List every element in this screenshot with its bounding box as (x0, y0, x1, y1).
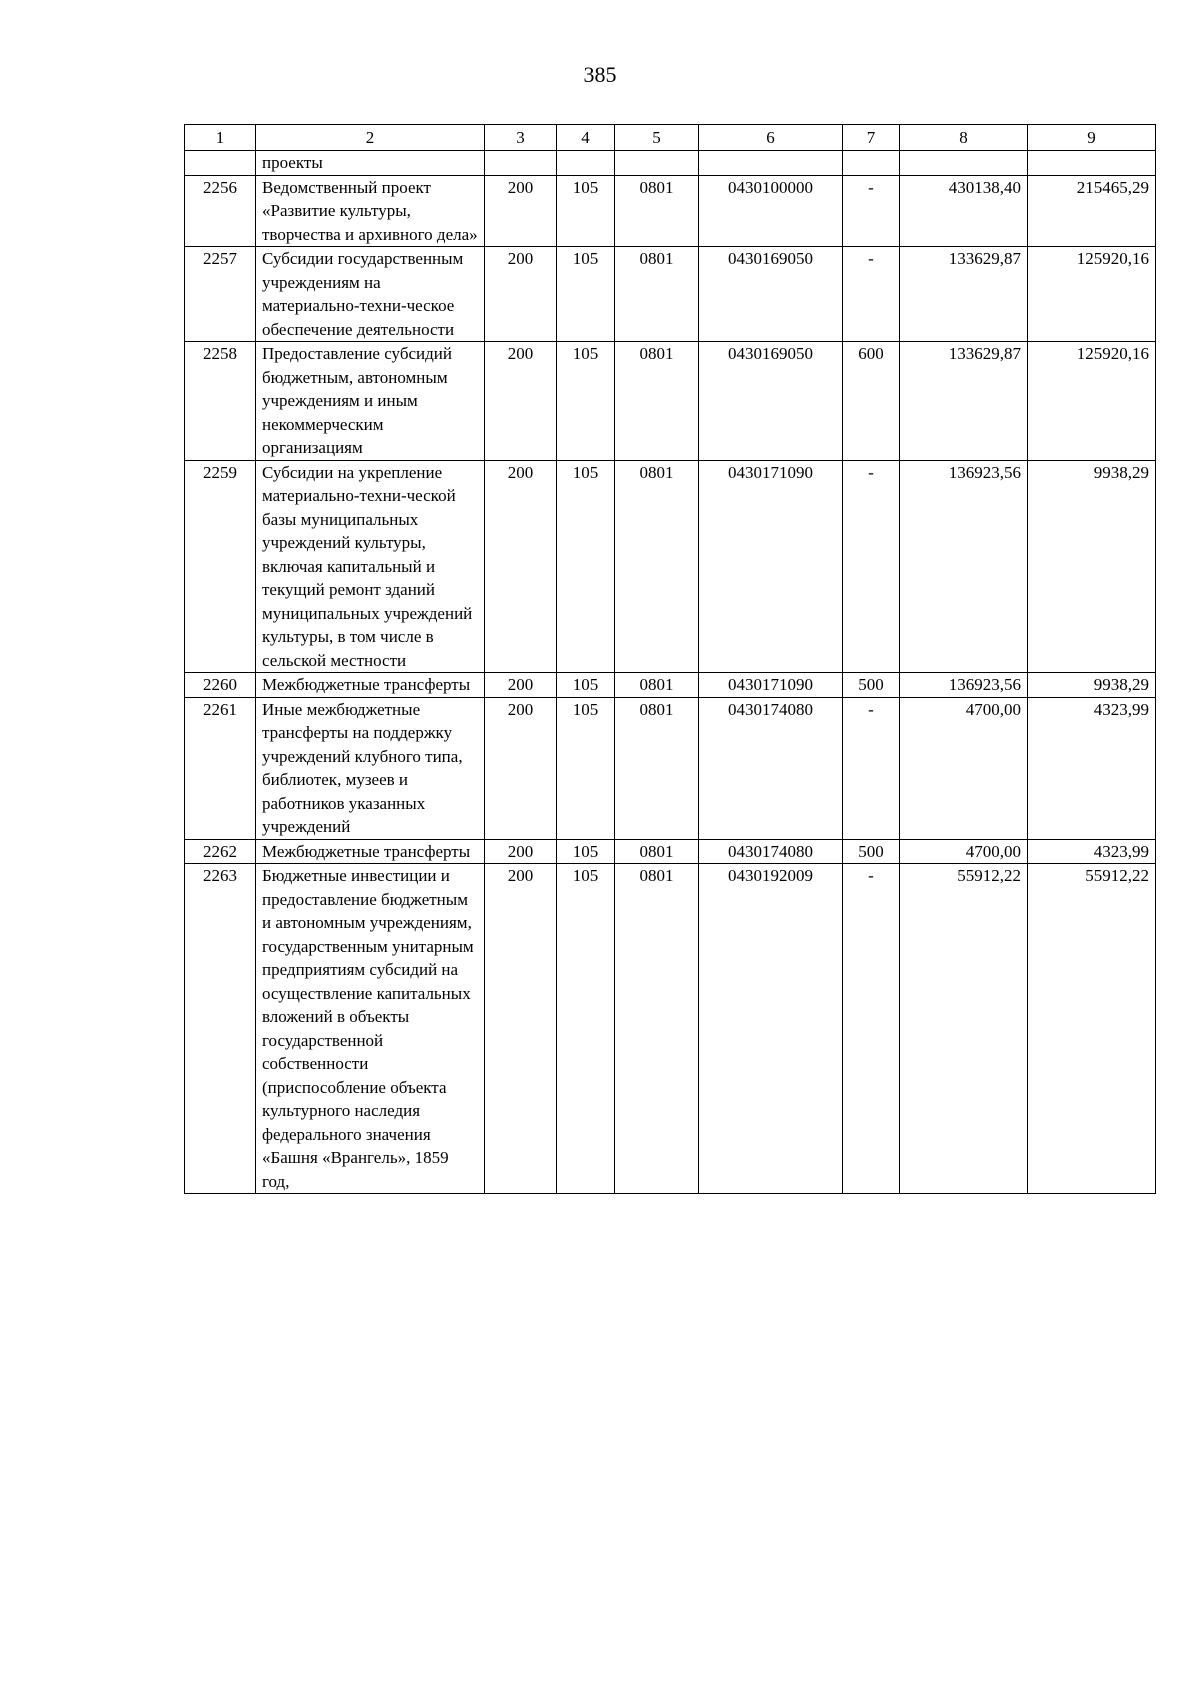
cell-empty (185, 151, 256, 176)
cell-col8: 430138,40 (900, 175, 1028, 247)
cell-col4: 105 (557, 864, 615, 1194)
cell-col8: 133629,87 (900, 342, 1028, 461)
cell-col5: 0801 (615, 175, 699, 247)
cell-col7: 500 (843, 839, 900, 864)
cell-col4: 105 (557, 697, 615, 839)
row-number: 2259 (185, 460, 256, 673)
cell-col6: 0430169050 (699, 342, 843, 461)
row-name: Субсидии на укрепление материально-техни-ческой базы муниципальных учреждений культуры, включая капитальный и текущий ремонт зданий муниципальных учреждений культуры, в том числе в сельской местности (256, 460, 485, 673)
cell-col3: 200 (485, 839, 557, 864)
row-name: Ведомственный проект «Развитие культуры, творчества и архивного дела» (256, 175, 485, 247)
cell-col4: 105 (557, 175, 615, 247)
cell-col6: 0430100000 (699, 175, 843, 247)
cell-col3: 200 (485, 864, 557, 1194)
table-row (185, 247, 1156, 342)
cell-col7: - (843, 697, 900, 839)
column-header: 5 (615, 125, 699, 151)
cell-col4: 105 (557, 247, 615, 342)
header-row (185, 125, 1156, 151)
row-name: Иные межбюджетные трансферты на поддержку учреждений клубного типа, библиотек, музеев и работников указанных учреждений (256, 697, 485, 839)
cell-col6: 0430192009 (699, 864, 843, 1194)
cell-empty (900, 151, 1028, 176)
cell-empty (843, 151, 900, 176)
column-header: 9 (1028, 125, 1156, 151)
table-row (185, 342, 1156, 461)
cell-col4: 105 (557, 673, 615, 698)
cell-col9: 215465,29 (1028, 175, 1156, 247)
cell-col5: 0801 (615, 839, 699, 864)
cell-col4: 105 (557, 839, 615, 864)
cell-col9: 125920,16 (1028, 247, 1156, 342)
cell-col7: - (843, 460, 900, 673)
budget-table (184, 124, 1156, 1194)
column-header: 2 (256, 125, 485, 151)
continuation-text: проекты (256, 151, 485, 176)
cell-col3: 200 (485, 673, 557, 698)
table-row (185, 839, 1156, 864)
row-name: Предоставление субсидий бюджетным, автономным учреждениям и иным некоммерческим организациям (256, 342, 485, 461)
row-number: 2263 (185, 864, 256, 1194)
row-name: Бюджетные инвестиции и предоставление бюджетным и автономным учреждениям, государственным унитарным предприятиям субсидий на осуществление капитальных вложений в объекты государственной собственности (приспособление объекта культурного наследия федерального значения «Башня «Врангель», 1859 год, (256, 864, 485, 1194)
row-number: 2261 (185, 697, 256, 839)
column-header: 1 (185, 125, 256, 151)
cell-col4: 105 (557, 460, 615, 673)
column-header: 4 (557, 125, 615, 151)
cell-col3: 200 (485, 460, 557, 673)
cell-col8: 136923,56 (900, 460, 1028, 673)
cell-col7: - (843, 864, 900, 1194)
cell-empty (485, 151, 557, 176)
cell-empty (1028, 151, 1156, 176)
cell-col9: 55912,22 (1028, 864, 1156, 1194)
cell-col8: 133629,87 (900, 247, 1028, 342)
table-row (185, 175, 1156, 247)
cell-col6: 0430171090 (699, 673, 843, 698)
cell-col7: - (843, 247, 900, 342)
cell-col8: 136923,56 (900, 673, 1028, 698)
row-number: 2262 (185, 839, 256, 864)
cell-col5: 0801 (615, 864, 699, 1194)
cell-col9: 9938,29 (1028, 673, 1156, 698)
page-number: 385 (583, 62, 617, 87)
cell-col5: 0801 (615, 247, 699, 342)
column-header: 7 (843, 125, 900, 151)
row-number: 2260 (185, 673, 256, 698)
cell-empty (557, 151, 615, 176)
cell-col3: 200 (485, 247, 557, 342)
cell-col6: 0430171090 (699, 460, 843, 673)
row-number: 2256 (185, 175, 256, 247)
row-number: 2257 (185, 247, 256, 342)
cell-col3: 200 (485, 175, 557, 247)
cell-col5: 0801 (615, 460, 699, 673)
cell-col6: 0430174080 (699, 697, 843, 839)
cell-col7: - (843, 175, 900, 247)
cell-col5: 0801 (615, 697, 699, 839)
cell-col5: 0801 (615, 342, 699, 461)
cell-empty (615, 151, 699, 176)
cell-col5: 0801 (615, 673, 699, 698)
row-name: Субсидии государственным учреждениям на материально-техни-ческое обеспечение деятельности (256, 247, 485, 342)
table-row (185, 697, 1156, 839)
cell-col6: 0430174080 (699, 839, 843, 864)
row-name: Межбюджетные трансферты (256, 839, 485, 864)
cell-col8: 4700,00 (900, 839, 1028, 864)
table-row (185, 460, 1156, 673)
cell-col9: 4323,99 (1028, 697, 1156, 839)
cell-col7: 500 (843, 673, 900, 698)
cell-col9: 125920,16 (1028, 342, 1156, 461)
cell-empty (699, 151, 843, 176)
row-number: 2258 (185, 342, 256, 461)
cell-col9: 4323,99 (1028, 839, 1156, 864)
cell-col8: 4700,00 (900, 697, 1028, 839)
cell-col3: 200 (485, 697, 557, 839)
column-header: 6 (699, 125, 843, 151)
row-name: Межбюджетные трансферты (256, 673, 485, 698)
cell-col3: 200 (485, 342, 557, 461)
continuation-row (185, 151, 1156, 176)
table-row (185, 864, 1156, 1194)
cell-col7: 600 (843, 342, 900, 461)
cell-col8: 55912,22 (900, 864, 1028, 1194)
column-header: 3 (485, 125, 557, 151)
cell-col4: 105 (557, 342, 615, 461)
table-row (185, 673, 1156, 698)
cell-col9: 9938,29 (1028, 460, 1156, 673)
cell-col6: 0430169050 (699, 247, 843, 342)
column-header: 8 (900, 125, 1028, 151)
